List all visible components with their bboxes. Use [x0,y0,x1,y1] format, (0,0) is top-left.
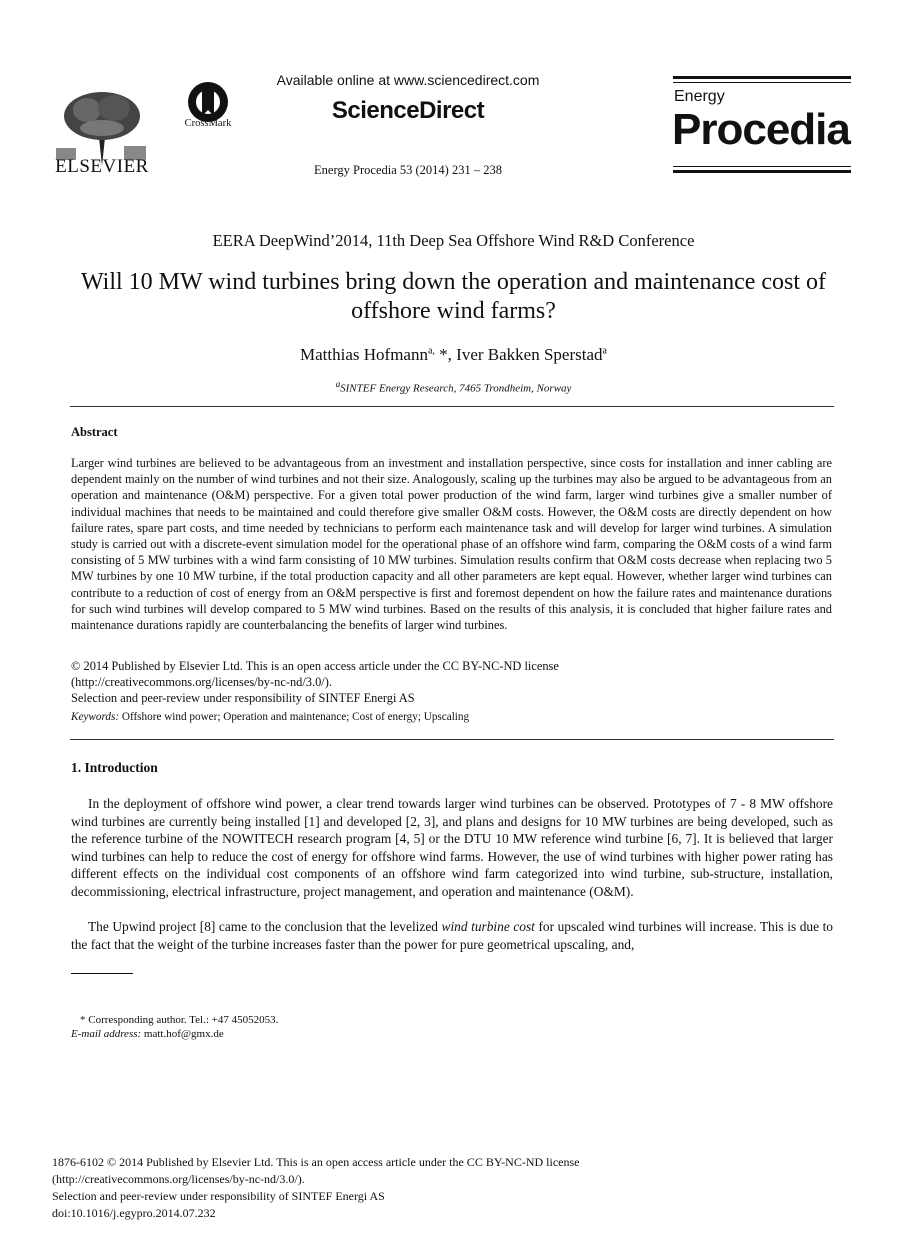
keywords [71,711,832,723]
footnote-rule [71,973,133,974]
journal-logo-word-energy: Energy [674,88,725,105]
journal-logo-rule [673,166,851,167]
divider [70,406,834,407]
journal-logo-rule [673,76,851,79]
abstract-copyright [71,658,832,707]
author-list [0,345,907,365]
intro-paragraph: In the deployment of offshore wind power, a clear trend towards larger wind turbines can be observed. Prototypes of 7 - 8 MW offshore wind turbines are currently being installed [1] and developed [2, 3], and plans and designs for 10 MW turbines are being developed, such as the reference turbine of the NOWITECH research program [4, 5] or the DTU 10 MW reference wind turbine [6, 7]. It is believed that larger wind turbines can help to reduce the cost of energy for offshore wind farms. However, the use of wind turbines with higher power rating has different effects on the individual cost components of an offshore wind farm categorized into wind turbine, sub-structure, installation, decommissioning, electrical infrastructure, project management, and operation and maintenance (O&M). [71,796,833,899]
available-online: Available online at www.sciencedirect.com [276,72,540,88]
platform-logo: ScienceDirect [331,97,485,124]
para-text: The Upwind project [8] came to the conclusion that the levelized [88,919,442,934]
footnote-corresponding: * Corresponding author. Tel.: +47 45052053. [80,1014,279,1026]
page-footer [52,1154,852,1222]
license-link[interactable]: (http://creativecommons.org/licenses/by-nc-nd/3.0/). [71,675,332,690]
conference-name: EERA DeepWind’2014, 11th Deep Sea Offshore Wind R&D Conference [212,231,695,250]
author-affil-mark: a [602,345,607,357]
para-italic: wind turbine cost [441,919,535,934]
affiliation-mark: a [335,379,341,389]
abstract-heading: Abstract [71,425,118,439]
footer-doi[interactable]: doi:10.1016/j.egypro.2014.07.232 [52,1206,216,1220]
email-address[interactable]: matt.hof@gmx.de [141,1028,224,1040]
author-name: Iver Bakken Sperstad [456,345,603,364]
affiliation [0,379,907,395]
abstract-body: Larger wind turbines are believed to be advantageous from an investment and installation perspective, since costs for installation and inner cabling are dependent mainly on the number of wind turbines and not their size. Analogously, scaling up the turbines may also be argued to be advantageous from an operation and maintenance (O&M) perspective. For a given total power production of the wind farm, larger wind turbines give a smaller number of individual machines that needs to be maintained and could therefore give smaller O&M costs. However, the O&M costs are directly dependent on how failure rates, spare part costs, and time needed by technicians to perform each maintenance task and will develop for larger wind turbines. A simulation study is carried out with a discrete-event simulation model for the operational phase of an offshore wind farm, comparing the O&M costs of a wind farm consisting of 5 MW turbines with a wind farm consisting of 10 MW turbines. Simulation results confirm that O&M costs decrease when replacing two 5 MW turbines by one 10 MW turbine, if the total production capacity and all other parameters are kept equal. However, whether larger wind turbines can contribute to a reduction of cost of energy from an O&M perspective is first and foremost dependent on how the failure rates and maintenance durations for such wind turbines will develop compared to 5 MW wind turbines. Based on the results of this analysis, it is concluded that higher failure rates and maintenance durations rapidly are counterbalancing the benefits of larger wind turbines. [71,456,832,633]
journal-reference: Energy Procedia 53 (2014) 231 – 238 [314,163,502,177]
intro-paragraph [71,918,833,953]
footnote-email [71,1028,224,1040]
footer-peer-review: Selection and peer-review under responsibility of SINTEF Energi AS [52,1189,385,1203]
paper-title: Will 10 MW wind turbines bring down the operation and maintenance cost of offshore wind farms? [80,269,827,324]
section-heading: 1. Introduction [71,760,158,775]
journal-logo-rule [673,82,851,83]
divider [70,739,834,740]
footer-copyright: 1876-6102 © 2014 Published by Elsevier Ltd. This is an open access article under the CC BY-NC-ND license [52,1155,580,1169]
affiliation-text: SINTEF Energy Research, 7465 Trondheim, Norway [340,382,572,395]
para-text: for upscaled wind turbines will increase. This is due to the fact that the weight of the turbine increases faster than the power for pure geometrical upscaling, and, [71,919,833,952]
copyright-line: © 2014 Published by Elsevier Ltd. This is an open access article under the CC BY-NC-ND license [71,659,559,673]
journal-logo-word-procedia: Procedia [672,105,850,154]
author-separator: *, [434,345,457,364]
keywords-list: Offshore wind power; Operation and maintenance; Cost of energy; Upscaling [119,711,470,723]
journal-logo-rule [673,170,851,173]
peer-review-line: Selection and peer-review under responsibility of SINTEF Energi AS [71,691,415,706]
footer-license-link[interactable]: (http://creativecommons.org/licenses/by-nc-nd/3.0/). [52,1172,305,1186]
author-name: Matthias Hofmann [300,345,428,364]
keywords-label: Keywords: [71,711,120,723]
author-affil-mark: a, [427,345,435,357]
publisher-name: ELSEVIER [55,156,149,177]
email-label: E-mail address: [71,1028,142,1040]
crossmark-label: CrossMark [184,118,232,129]
